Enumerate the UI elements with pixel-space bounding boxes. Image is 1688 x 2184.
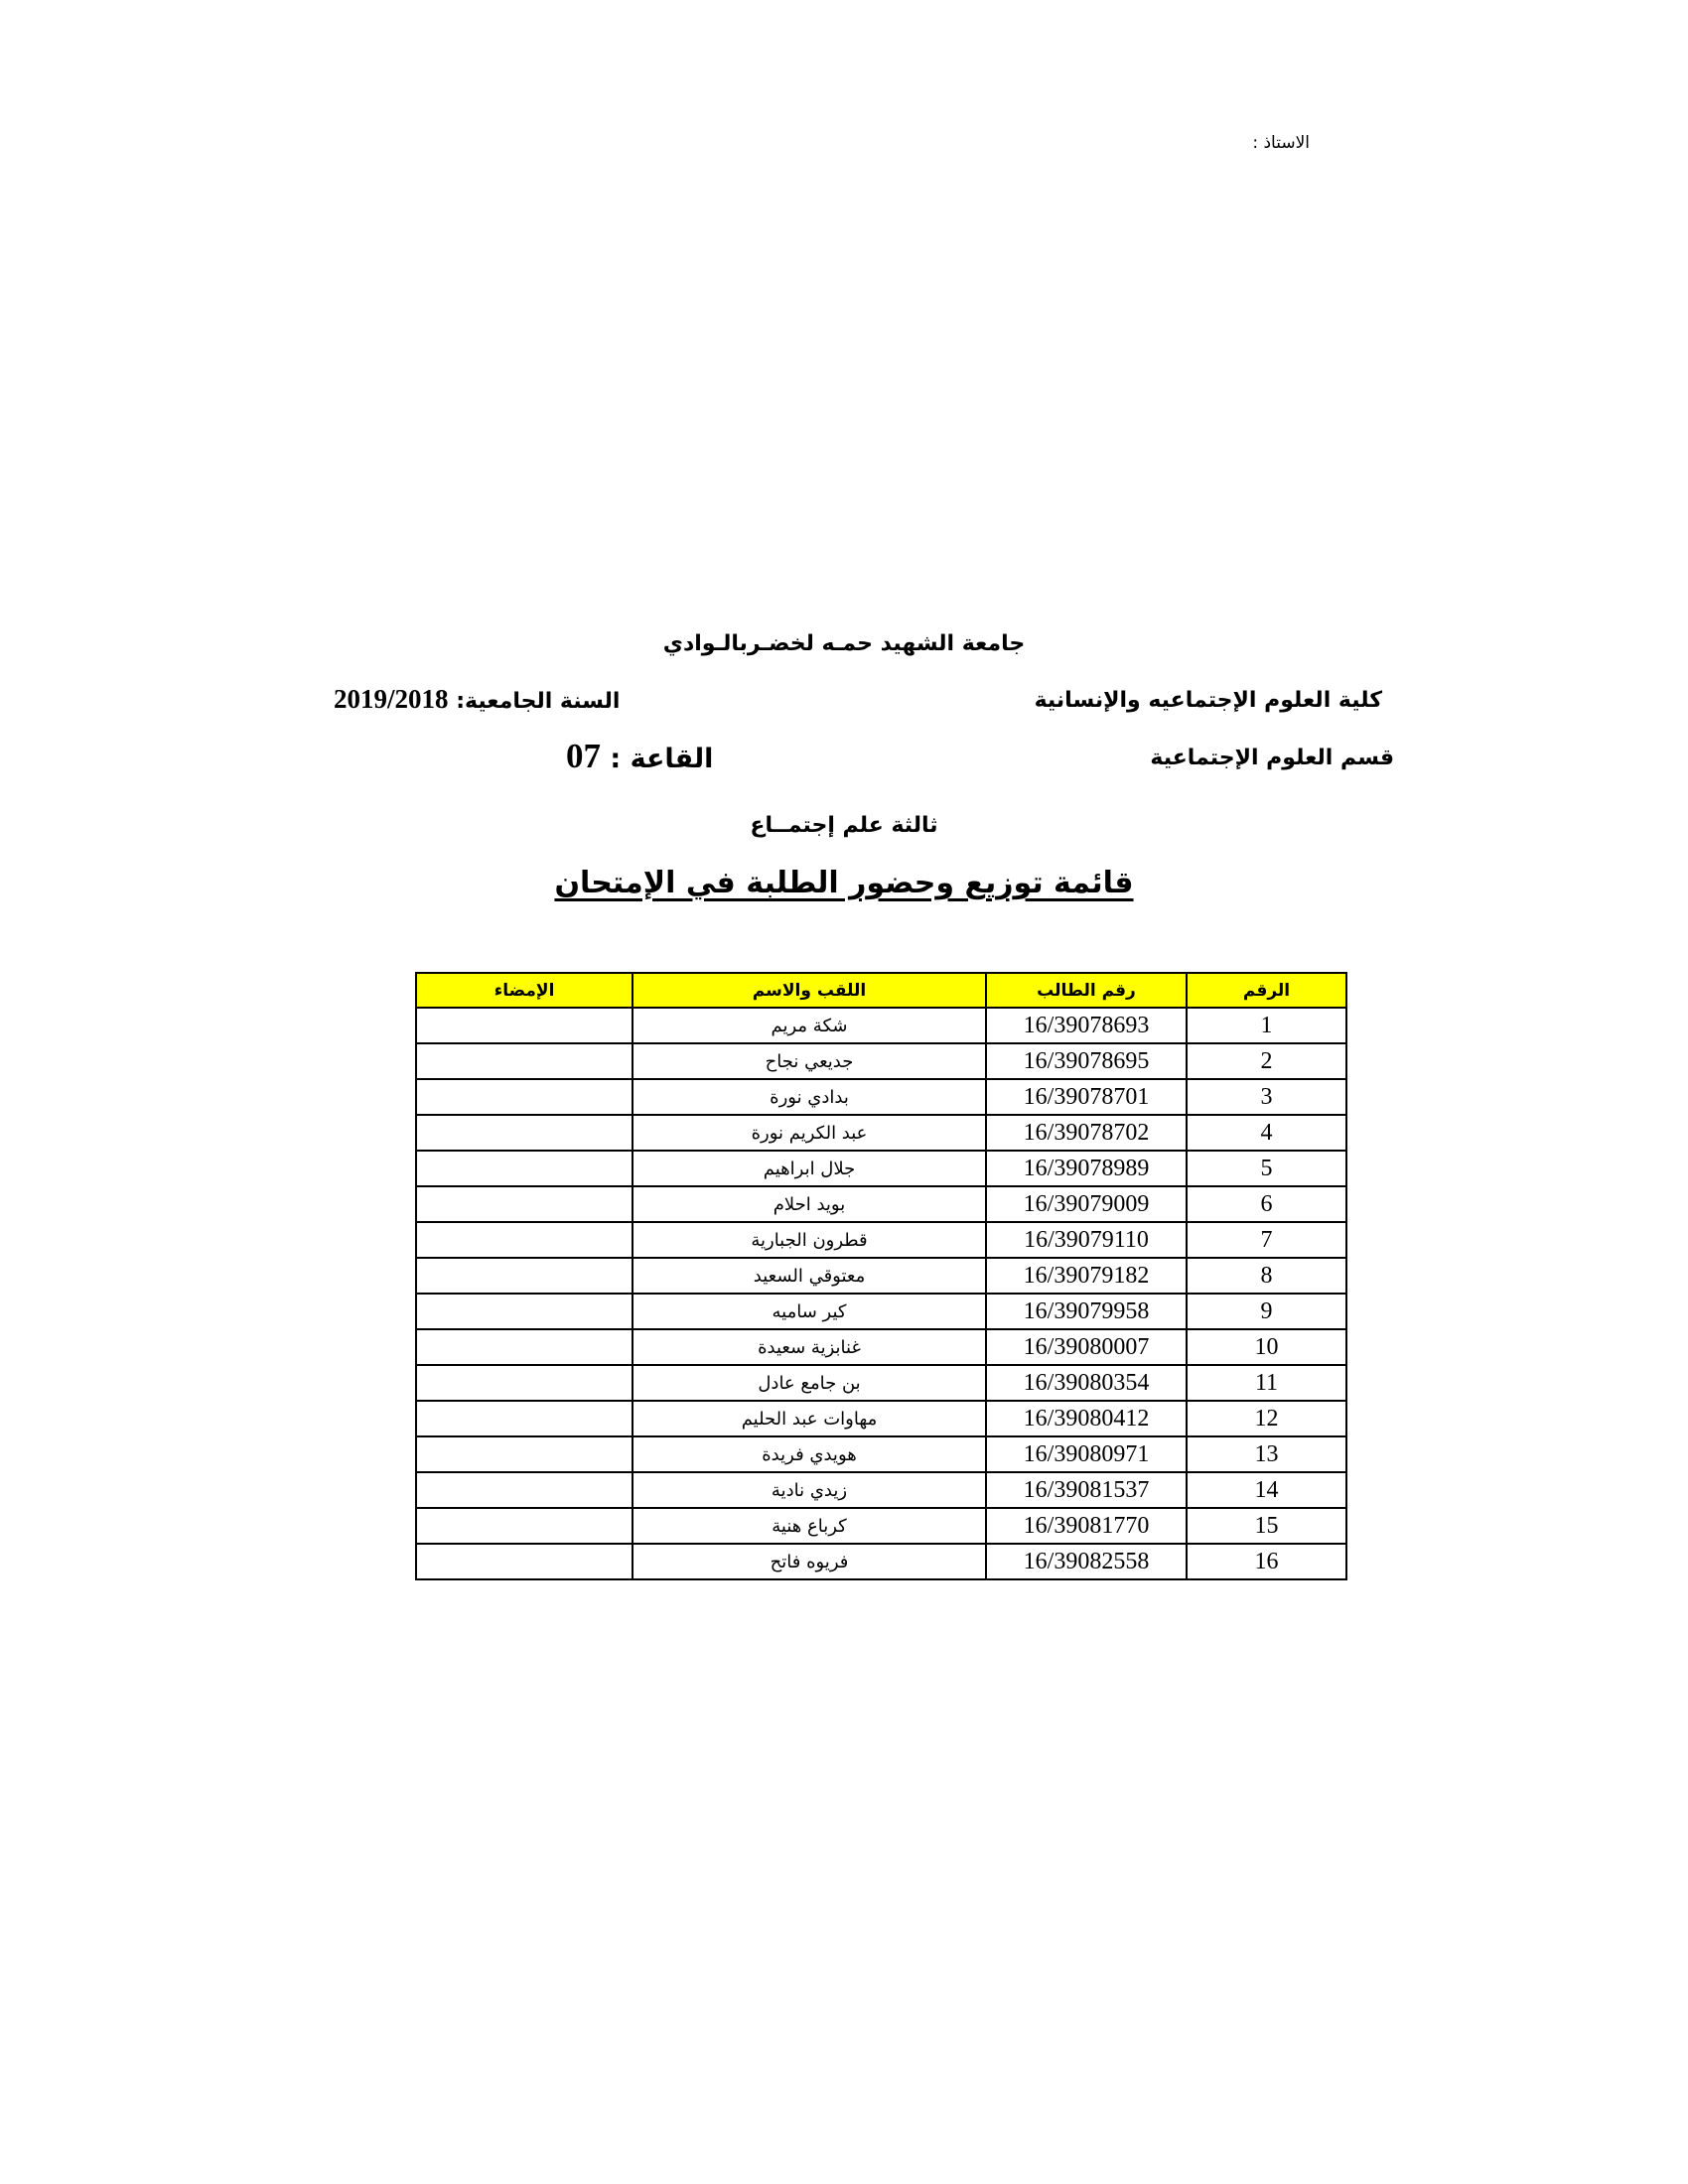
list-title: قائمة توزيع وحضور الطلبة في الإمتحان <box>554 866 1134 900</box>
table-row <box>416 1115 1346 1151</box>
signature-cell <box>416 1008 633 1043</box>
row-number: 15 <box>1187 1508 1346 1544</box>
student-name: معتوقي السعيد <box>633 1258 986 1294</box>
student-id: 16/39078989 <box>986 1151 1187 1186</box>
student-id: 16/39078695 <box>986 1043 1187 1079</box>
student-id: 16/39081770 <box>986 1508 1187 1544</box>
signature-cell <box>416 1544 633 1579</box>
signature-cell <box>416 1294 633 1329</box>
table-row <box>416 1186 1346 1222</box>
row-number: 12 <box>1187 1401 1346 1436</box>
attendance-table-body <box>416 1008 1346 1579</box>
row-number: 4 <box>1187 1115 1346 1151</box>
row-number: 10 <box>1187 1329 1346 1365</box>
student-id: 16/39079110 <box>986 1222 1187 1258</box>
header-signature: الإمضاء <box>416 973 633 1008</box>
row-number: 8 <box>1187 1258 1346 1294</box>
signature-cell <box>416 1222 633 1258</box>
student-name: بن جامع عادل <box>633 1365 986 1401</box>
row-number: 11 <box>1187 1365 1346 1401</box>
class-name: ثالثة علم إجتمــاع <box>750 813 938 838</box>
row-number: 9 <box>1187 1294 1346 1329</box>
teacher-label: الاستاذ : <box>1252 133 1310 153</box>
student-id: 16/39079182 <box>986 1258 1187 1294</box>
signature-cell <box>416 1329 633 1365</box>
student-id: 16/39080412 <box>986 1401 1187 1436</box>
row-number: 14 <box>1187 1472 1346 1508</box>
row-number: 13 <box>1187 1436 1346 1472</box>
student-name: بدادي نورة <box>633 1079 986 1115</box>
row-number: 7 <box>1187 1222 1346 1258</box>
signature-cell <box>416 1472 633 1508</box>
signature-cell <box>416 1151 633 1186</box>
table-row <box>416 1436 1346 1472</box>
student-id: 16/39080354 <box>986 1365 1187 1401</box>
table-row <box>416 1258 1346 1294</box>
row-number: 2 <box>1187 1043 1346 1079</box>
student-id: 16/39081537 <box>986 1472 1187 1508</box>
signature-cell <box>416 1079 633 1115</box>
academic-year-label: السنة الجامعية: <box>456 689 621 714</box>
attendance-table <box>415 972 1347 1580</box>
signature-cell <box>416 1186 633 1222</box>
signature-cell <box>416 1401 633 1436</box>
student-name: بويد احلام <box>633 1186 986 1222</box>
department-name: قسم العلوم الإجتماعية <box>1150 746 1394 770</box>
student-name: جديعي نجاح <box>633 1043 986 1079</box>
table-row <box>416 1151 1346 1186</box>
student-id: 16/39079958 <box>986 1294 1187 1329</box>
table-row <box>416 1365 1346 1401</box>
student-name: جلال ابراهيم <box>633 1151 986 1186</box>
student-id: 16/39078701 <box>986 1079 1187 1115</box>
header-student-id: رقم الطالب <box>986 973 1187 1008</box>
header-name: اللقب والاسم <box>633 973 986 1008</box>
table-row <box>416 1043 1346 1079</box>
table-row <box>416 1472 1346 1508</box>
table-row <box>416 1401 1346 1436</box>
row-number: 6 <box>1187 1186 1346 1222</box>
student-id: 16/39080007 <box>986 1329 1187 1365</box>
row-number: 3 <box>1187 1079 1346 1115</box>
student-name: هويدي فريدة <box>633 1436 986 1472</box>
student-id: 16/39082558 <box>986 1544 1187 1579</box>
table-header-row <box>416 973 1346 1008</box>
student-id: 16/39078693 <box>986 1008 1187 1043</box>
student-name: قطرون الجبارية <box>633 1222 986 1258</box>
student-id: 16/39080971 <box>986 1436 1187 1472</box>
student-name: فريوه فاتح <box>633 1544 986 1579</box>
row-number: 5 <box>1187 1151 1346 1186</box>
student-name: مهاوات عبد الحليم <box>633 1401 986 1436</box>
room-number: 07 <box>566 737 601 775</box>
academic-year-value: 2019/2018 <box>334 684 449 714</box>
student-name: شكة مريم <box>633 1008 986 1043</box>
signature-cell <box>416 1436 633 1472</box>
student-name: زيدي نادية <box>633 1472 986 1508</box>
row-number: 1 <box>1187 1008 1346 1043</box>
room-label: القاعة : <box>610 744 714 774</box>
student-id: 16/39079009 <box>986 1186 1187 1222</box>
student-name: كير ساميه <box>633 1294 986 1329</box>
signature-cell <box>416 1115 633 1151</box>
table-row <box>416 1079 1346 1115</box>
room-line <box>566 737 713 776</box>
signature-cell <box>416 1043 633 1079</box>
signature-cell <box>416 1258 633 1294</box>
table-row <box>416 1544 1346 1579</box>
university-name: جامعة الشهيد حمـه لخضـربالـوادي <box>662 631 1026 656</box>
signature-cell <box>416 1365 633 1401</box>
table-row <box>416 1294 1346 1329</box>
student-name: عبد الكريم نورة <box>633 1115 986 1151</box>
academic-year-line <box>334 684 620 715</box>
student-name: كرباع هنية <box>633 1508 986 1544</box>
table-row <box>416 1329 1346 1365</box>
row-number: 16 <box>1187 1544 1346 1579</box>
signature-cell <box>416 1508 633 1544</box>
student-id: 16/39078702 <box>986 1115 1187 1151</box>
student-name: غنابزية سعيدة <box>633 1329 986 1365</box>
table-row <box>416 1222 1346 1258</box>
table-row <box>416 1508 1346 1544</box>
table-row <box>416 1008 1346 1043</box>
faculty-name: كلية العلوم الإجتماعيه والإنسانية <box>1034 688 1382 713</box>
header-number: الرقم <box>1187 973 1346 1008</box>
